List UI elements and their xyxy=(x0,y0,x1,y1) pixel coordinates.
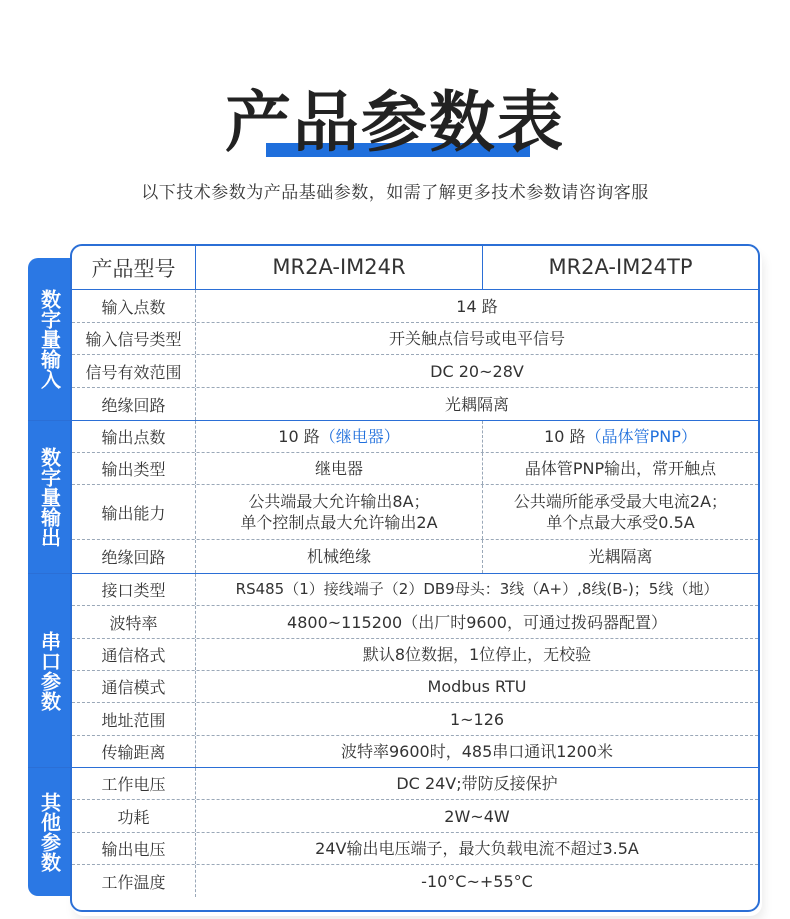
row-label: 输出能力 xyxy=(72,485,196,539)
row-label: 波特率 xyxy=(72,606,196,638)
row-value: 1~126 xyxy=(449,709,505,729)
table-row xyxy=(72,671,758,703)
page-subtitle: 以下技术参数为产品基础参数，如需了解更多技术参数请咨询客服 xyxy=(141,183,649,203)
value-text: 10 路 xyxy=(544,427,586,446)
row-value-b: 晶体管PNP输出，常开触点 xyxy=(482,453,758,484)
row-value-b: 光耦隔离 xyxy=(482,540,758,573)
row-label: 输入信号类型 xyxy=(72,323,196,354)
row-value: 开关触点信号或电平信号 xyxy=(388,329,565,348)
row-label: 绝缘回路 xyxy=(72,388,196,420)
row-label: 输出类型 xyxy=(72,453,196,484)
row-value: 14 路 xyxy=(456,296,498,316)
value-line: 公共端最大允许输出8A； xyxy=(248,492,430,511)
row-value-a xyxy=(196,485,482,539)
row-label: 绝缘回路 xyxy=(72,540,196,573)
table-row xyxy=(72,388,758,420)
table-row xyxy=(72,540,758,573)
row-value: 默认8位数据，1位停止，无校验 xyxy=(362,645,592,664)
section-serial: 串口参数 xyxy=(28,574,70,767)
table-row xyxy=(72,800,758,833)
value-text: 10 路 xyxy=(278,427,320,446)
row-label: 通信模式 xyxy=(72,671,196,702)
value-note: （晶体管PNP） xyxy=(585,427,697,446)
table-row xyxy=(72,736,758,767)
row-label: 输出点数 xyxy=(72,421,196,452)
row-value-a: 机械绝缘 xyxy=(306,547,371,566)
table-row xyxy=(72,453,758,485)
table-row xyxy=(72,865,758,897)
model-b: MR2A-IM24TP xyxy=(482,246,758,289)
row-value: -10°C~+55°C xyxy=(421,871,533,891)
model-a: MR2A-IM24R xyxy=(272,255,406,279)
table-row xyxy=(72,768,758,800)
row-label: 工作温度 xyxy=(72,865,196,897)
row-value-b xyxy=(482,485,758,539)
value-line: 单个点最大承受0.5A xyxy=(546,513,695,532)
section-digital-input: 数字量输入 xyxy=(28,258,70,420)
table-row xyxy=(72,639,758,671)
row-value-a: 继电器 xyxy=(314,459,363,478)
row-value: 24V输出电压端子，最大负载电流不超过3.5A xyxy=(315,839,639,858)
row-label: 信号有效范围 xyxy=(72,355,196,387)
table-row xyxy=(72,355,758,388)
row-label: 地址范围 xyxy=(72,703,196,735)
row-label: 接口类型 xyxy=(72,574,196,605)
table-row xyxy=(72,485,758,540)
value-line: 单个控制点最大允许输出2A xyxy=(240,513,438,532)
table-row xyxy=(72,606,758,639)
row-value: Modbus RTU xyxy=(427,677,527,696)
row-label: 功耗 xyxy=(72,800,196,832)
section-digital-output: 数字量输出 xyxy=(28,421,70,573)
table-row xyxy=(72,703,758,736)
row-value: RS485（1）接线端子（2）DB9母头：3线（A+）,8线(B-)；5线（地） xyxy=(235,580,719,598)
row-label: 输出电压 xyxy=(72,833,196,864)
row-value-a xyxy=(196,421,482,452)
row-label: 输入点数 xyxy=(72,290,196,322)
value-line: 公共端所能承受最大电流2A； xyxy=(513,492,728,511)
row-value: DC 20~28V xyxy=(430,361,524,381)
row-value-b xyxy=(482,421,758,452)
table-row xyxy=(72,323,758,355)
row-value: 波特率9600时，485串口通讯1200米 xyxy=(341,742,613,761)
value-note: （继电器） xyxy=(319,427,400,446)
row-value: 光耦隔离 xyxy=(444,394,509,414)
row-label: 通信格式 xyxy=(72,639,196,670)
page-title: 产品参数表 xyxy=(225,84,565,161)
row-value: DC 24V;带防反接保护 xyxy=(396,774,558,793)
table-row xyxy=(72,574,758,606)
title-block xyxy=(0,80,790,170)
row-label: 传输距离 xyxy=(72,736,196,767)
table-row xyxy=(72,290,758,323)
header-label: 产品型号 xyxy=(72,246,196,289)
row-label: 工作电压 xyxy=(72,768,196,799)
table-row xyxy=(72,421,758,453)
row-value: 2W~4W xyxy=(444,806,510,826)
section-other: 其他参数 xyxy=(28,768,70,896)
table-row xyxy=(72,833,758,865)
table-header xyxy=(72,246,758,290)
row-value: 4800~115200（出厂时9600，可通过拨码器配置） xyxy=(287,612,667,632)
